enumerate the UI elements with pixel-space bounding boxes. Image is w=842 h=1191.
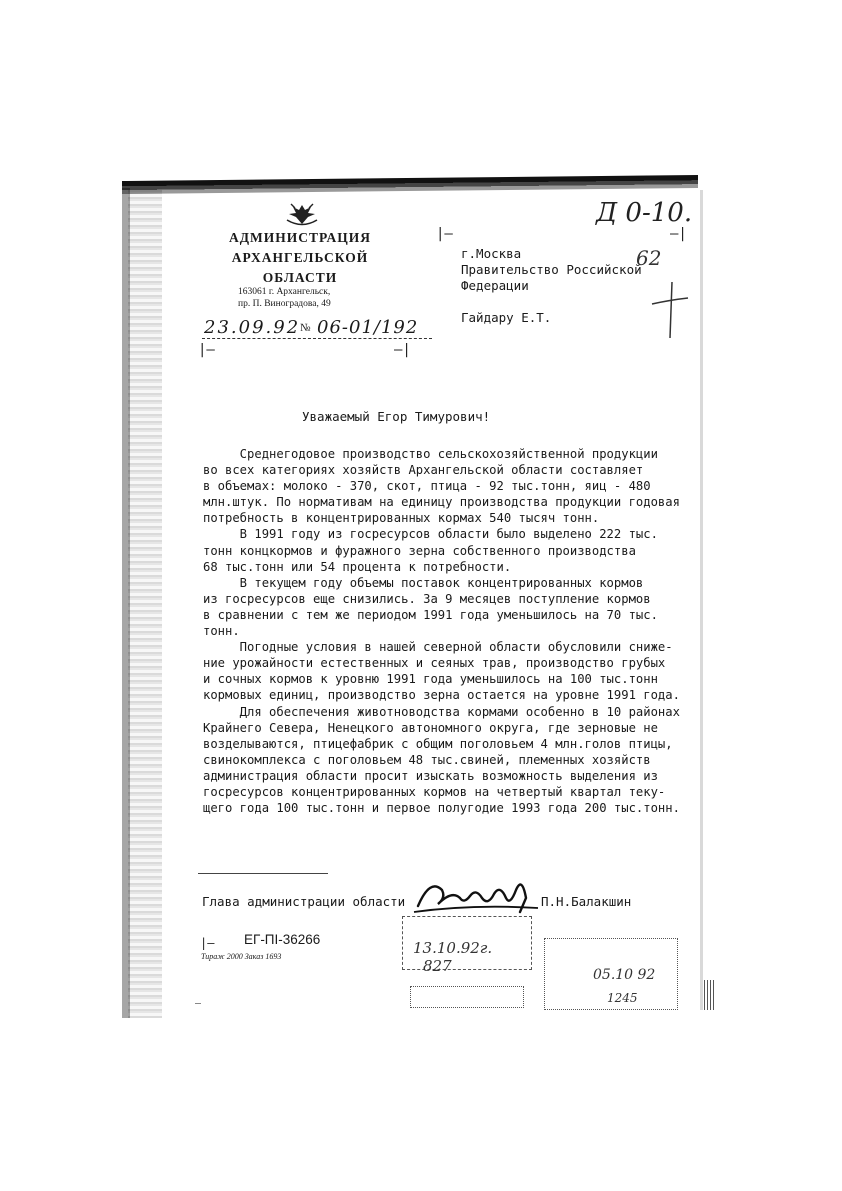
received-stamp-date (413, 939, 531, 975)
scan-left-edge (128, 188, 162, 1018)
body-line: тонн концкормов и фуражного зерна собственного производства (203, 543, 636, 558)
received-date: 13.10.92г. (413, 939, 493, 957)
handwritten-annotation-number: 62 (636, 246, 662, 270)
number-label: № (300, 322, 311, 334)
body-line: свинокомплекса с поголовьем 48 тыс.свиней, племенных хозяйств (203, 752, 651, 767)
addressee-line-5: Гайдару Е.Т. (461, 310, 552, 325)
corner-mark-bl: |— (198, 342, 215, 358)
received-extra-number: 827 (423, 957, 452, 975)
body-line: млн.штук. По нормативам на единицу производства продукции годовая (203, 495, 680, 510)
letter-number: 06-01/192 (317, 317, 419, 338)
print-run-note: Тираж 2000 Заказ 1693 (201, 952, 282, 961)
body-line: госресурсов концентрированных кормов на четвертый квартал теку- (203, 784, 666, 799)
body-line: из госресурсов еще снизились. За 9 месяцев поступление кормов (203, 591, 651, 606)
registry-stamp-number: 1245 (607, 991, 638, 1005)
body-line: потребность в концентрированных кормах 540 тысяч тонн. (203, 511, 600, 526)
separator-line (198, 873, 328, 874)
body-line: Для обеспечения животноводства кормами особенно в 10 районах (203, 704, 680, 719)
org-line-3: ОБЛАСТИ (262, 270, 338, 285)
corner-mark-br: —| (394, 342, 411, 358)
body-line: В 1991 году из госресурсов области было выделено 222 тыс. (203, 527, 658, 542)
body-line: щего года 100 тыс.тонн и первое полугодие 1993 года 200 тыс.тонн. (203, 801, 680, 816)
coat-of-arms-icon (281, 202, 323, 228)
registry-stamp-date: 05.10 92 (593, 967, 656, 983)
handwritten-cross-mark (650, 280, 690, 340)
org-line-2: АРХАНГЕЛЬСКОЙ (231, 250, 369, 265)
letter-body (203, 446, 689, 816)
form-code: ЕГ-ПI-36266 (244, 932, 321, 947)
received-stamp (402, 916, 532, 975)
registry-stamp (544, 938, 678, 1010)
scan-left-shadow (122, 188, 130, 1018)
body-line: Среднегодовое производство сельскохозяйственной продукции (203, 447, 658, 461)
body-line: и сочных кормов к уровню 1991 года уменьшилось на 100 тыс.тонн (203, 672, 658, 687)
scan-top-edge (122, 175, 698, 194)
addressee-block (461, 246, 642, 326)
salutation: Уважаемый Егор Тимурович! (302, 409, 491, 424)
body-line: возделываются, птицефабрик с общим поголовьем 4 млн.голов птицы, (203, 736, 673, 751)
body-line: 68 тыс.тонн или 54 процента к потребности. (203, 559, 512, 574)
body-line: Погодные условия в нашей северной области обусловили сниже- (203, 640, 673, 655)
scan-right-edge (700, 190, 703, 1010)
body-line: в сравнении с тем же периодом 1991 года уменьшилось на 70 тыс. (203, 607, 658, 622)
addressee-line-4 (461, 294, 642, 310)
handwritten-signature (412, 868, 547, 918)
body-line: в объемах: молоко - 370, скот, птица - 92 тыс.тонн, яиц - 480 (203, 479, 651, 494)
date-number-underline (202, 338, 432, 339)
addressee-line-3: Федерации (461, 278, 529, 293)
body-line: во всех категориях хозяйств Архангельской области составляет (203, 463, 644, 478)
handwritten-annotation-top: Д 0-10. (596, 198, 693, 228)
third-stamp (410, 986, 524, 1008)
addressee-line-2: Правительство Российской (461, 262, 642, 277)
org-address (238, 286, 388, 310)
body-line: администрация области просит изыскать возможность выделения из (203, 768, 658, 783)
corner-mark-tr: —| (670, 226, 687, 242)
body-line: кормовых единиц, производство зерна остается на уровне 1991 года. (203, 688, 680, 703)
body-line: ние урожайности естественных и сеяных трав, производство грубых (203, 656, 666, 671)
address-line-1: 163061 г. Архангельск, (238, 287, 331, 297)
body-line: Крайнего Севера, Ненецкого автономного округа, где зерновые не (203, 720, 658, 735)
corner-mark-tl: |— (436, 226, 453, 242)
addressee-line-1: г.Москва (461, 246, 522, 261)
faint-mark (195, 1003, 201, 1004)
org-line-1: АДМИНИСТРАЦИЯ (228, 230, 372, 245)
signatory-name: П.Н.Балакшин (541, 894, 632, 909)
body-line: тонн. (203, 624, 240, 639)
footer-corner-mark: |— (200, 936, 215, 950)
organization-name (200, 228, 400, 288)
signatory-title: Глава администрации области (202, 894, 406, 909)
scan-right-marks (704, 980, 714, 1010)
body-line: В текущем году объемы поставок концентрированных кормов (203, 575, 644, 590)
address-line-2: пр. П. Виноградова, 49 (238, 299, 331, 309)
letter-date: 23.09.92 (204, 317, 301, 338)
